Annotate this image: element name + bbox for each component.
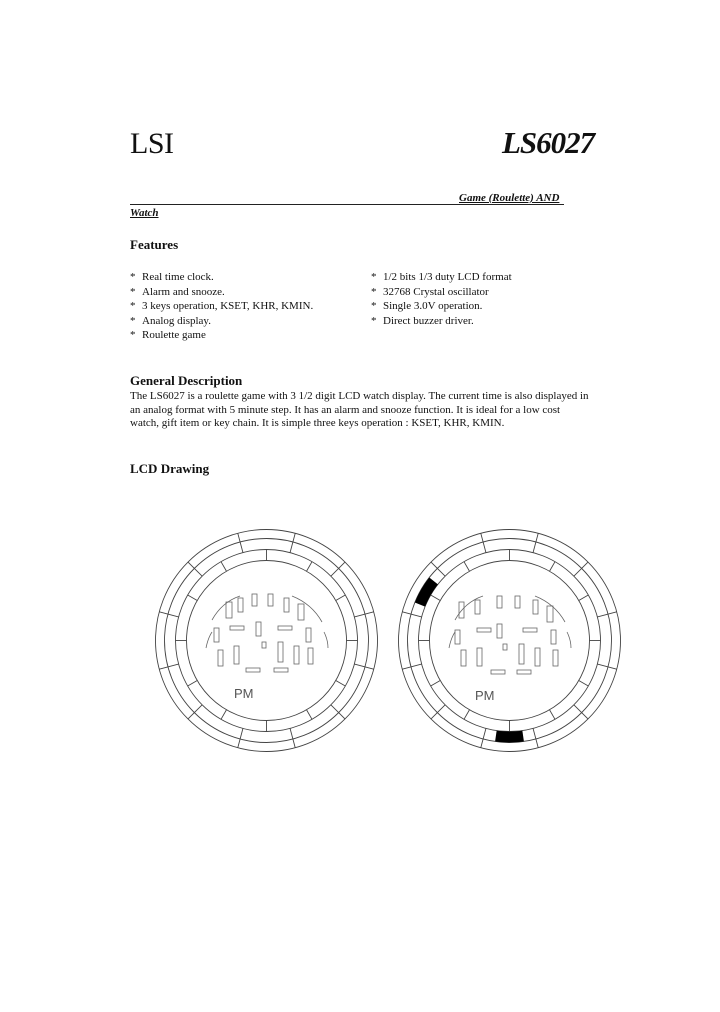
dial-tick <box>159 664 178 669</box>
dial-tick <box>464 710 470 720</box>
dial-tick <box>188 562 202 576</box>
dial-tick <box>533 533 538 552</box>
dial-tick <box>431 705 445 719</box>
dial-tick <box>331 562 345 576</box>
active-roulette-segment <box>415 578 438 607</box>
dial-tick <box>402 612 421 617</box>
dial-tick <box>188 681 198 687</box>
brand-name: LSI <box>130 127 174 160</box>
general-description-heading: General Description <box>130 373 243 388</box>
dial-tick <box>238 533 243 552</box>
subtitle-line-1: Game (Roulette) AND <box>459 192 560 204</box>
general-description-body: The LS6027 is a roulette game with 3 1/2 digit LCD watch display. The current time is also displayed in an analog format with 5 minute step. It has an alarm and snooze function. It is ideal for a low cost watch, gift item or key chain. It is simple three keys operation : KSET, KHR, KMIN. <box>130 390 589 429</box>
lcd-dial-left <box>154 528 379 753</box>
feature-item: * Alarm and snooze. <box>130 285 225 298</box>
dial-tick <box>188 705 202 719</box>
dial-tick <box>597 664 616 669</box>
dial-tick <box>431 681 441 687</box>
lcd-dial-right <box>397 528 622 753</box>
dial-tick <box>402 664 421 669</box>
feature-item: * Real time clock. <box>130 271 214 283</box>
dial-tick <box>290 728 295 747</box>
subtitle-line-2: Watch <box>130 207 159 219</box>
feature-item: * 32768 Crystal oscillator <box>371 285 489 298</box>
dial-tick <box>579 681 589 687</box>
dial-tick <box>550 710 556 720</box>
features-list-right <box>371 270 512 328</box>
feature-item: * Direct buzzer driver. <box>371 314 474 327</box>
dial-tick <box>221 562 227 572</box>
features-heading: Features <box>130 237 179 252</box>
dial-tick <box>574 705 588 719</box>
lcd-drawing-heading: LCD Drawing <box>130 461 210 476</box>
analog-face-segments <box>449 596 571 674</box>
dial-tick <box>574 562 588 576</box>
pm-indicator: PM <box>475 688 495 703</box>
feature-item: * Single 3.0V operation. <box>371 300 483 312</box>
dial-tick <box>481 728 486 747</box>
dial-tick <box>597 612 616 617</box>
features-list-left <box>130 270 313 343</box>
dial-tick <box>354 664 373 669</box>
dial-tick <box>290 533 295 552</box>
dial-tick <box>431 595 441 601</box>
feature-item: * Analog display. <box>130 314 211 327</box>
part-number: LS6027 <box>502 125 595 160</box>
header-rule <box>130 204 564 205</box>
dial-tick <box>533 728 538 747</box>
feature-item: * Roulette game <box>130 329 206 341</box>
active-roulette-segment <box>495 731 524 743</box>
pm-indicator: PM <box>234 686 254 701</box>
dial-tick <box>159 612 178 617</box>
dial-tick <box>307 562 313 572</box>
feature-item: * 3 keys operation, KSET, KHR, KMIN. <box>130 300 314 312</box>
dial-tick <box>336 681 346 687</box>
dial-tick <box>238 728 243 747</box>
dial-tick <box>481 533 486 552</box>
dial-tick <box>550 562 556 572</box>
dial-tick <box>431 562 445 576</box>
dial-tick <box>336 595 346 601</box>
dial-tick <box>579 595 589 601</box>
analog-face-segments <box>206 594 328 672</box>
dial-tick <box>464 562 470 572</box>
dial-tick <box>307 710 313 720</box>
dial-tick <box>354 612 373 617</box>
dial-tick <box>331 705 345 719</box>
dial-tick <box>188 595 198 601</box>
feature-item: * 1/2 bits 1/3 duty LCD format <box>371 271 512 283</box>
dial-tick <box>221 710 227 720</box>
